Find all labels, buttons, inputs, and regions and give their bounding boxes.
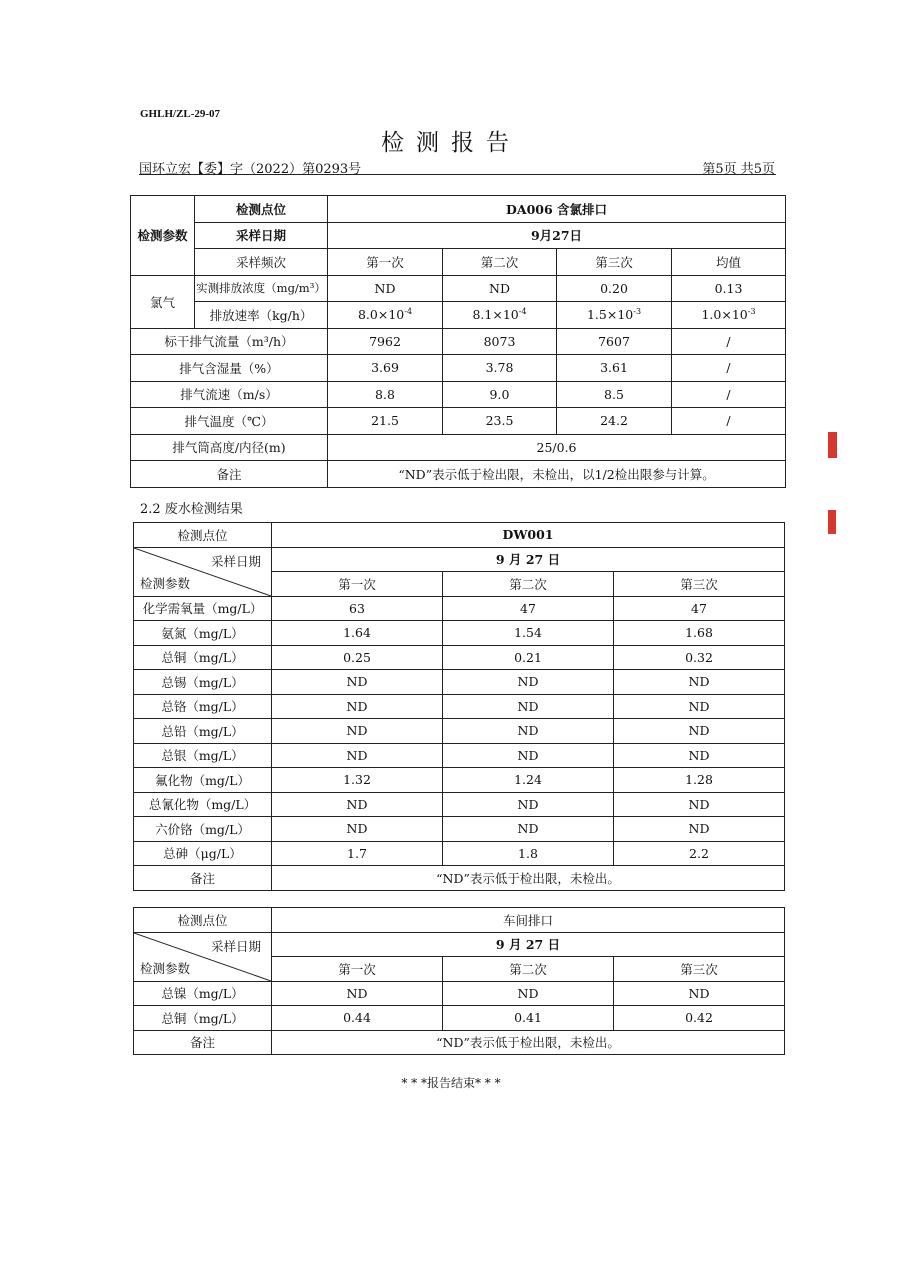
pollutant-cell: 氯气 — [131, 275, 195, 328]
value-cell: 0.44 — [272, 1006, 443, 1031]
row-label-cell: 六价铬（mg/L） — [134, 817, 272, 842]
diagonal-header-cell — [134, 547, 272, 596]
table-row — [134, 743, 785, 768]
freq-cell: 第一次 — [328, 249, 443, 276]
table-row — [134, 596, 785, 621]
section-heading: 2.2 废水检测结果 — [140, 502, 243, 517]
wastewater-table-dw001 — [133, 522, 785, 891]
freq-cell: 第三次 — [614, 572, 785, 597]
value-cell: ND — [443, 670, 614, 695]
report-title: 检测报告 — [381, 130, 521, 156]
value-cell: ND — [272, 981, 443, 1006]
freq-cell: 第一次 — [272, 957, 443, 982]
value-cell: ND — [328, 275, 443, 302]
value-cell: 47 — [443, 596, 614, 621]
freq-cell: 第三次 — [557, 249, 672, 276]
value-cell: 8.5 — [557, 381, 672, 408]
value-cell: ND — [272, 670, 443, 695]
row-label-cell: 总铜（mg/L） — [134, 1006, 272, 1031]
conc-label-cell: 实测排放浓度（mg/m³） — [195, 275, 328, 302]
value-cell: 8.8 — [328, 381, 443, 408]
row-label-cell: 总银（mg/L） — [134, 743, 272, 768]
value-cell: ND — [272, 694, 443, 719]
table-row — [134, 547, 785, 572]
table-row — [134, 841, 785, 866]
freq-cell: 第二次 — [443, 572, 614, 597]
point-value-cell: DA006 含氯排口 — [328, 196, 786, 223]
table-row — [131, 381, 786, 408]
value-cell: ND — [443, 719, 614, 744]
value-cell: 1.24 — [443, 768, 614, 793]
table-row — [134, 621, 785, 646]
table-row — [131, 328, 786, 355]
table-row — [131, 275, 786, 302]
remark-cell: “ND”表示低于检出限，未检出。 — [272, 1030, 785, 1055]
report-reference: 国环立宏【委】字（2022）第0293号 — [139, 162, 362, 177]
value-cell: 1.32 — [272, 768, 443, 793]
value-cell: 21.5 — [328, 408, 443, 435]
value-cell: / — [672, 408, 786, 435]
value-cell: ND — [272, 792, 443, 817]
value-cell: ND — [272, 817, 443, 842]
row-label-cell: 总氰化物（mg/L） — [134, 792, 272, 817]
row-label-cell: 排气含湿量（%） — [131, 355, 328, 382]
value-cell: 2.2 — [614, 841, 785, 866]
value-cell: $8.1\times 10^{-4}$ — [443, 302, 557, 329]
row-label-cell: 氟化物（mg/L） — [134, 768, 272, 793]
report-end-mark: * * *报告结束* * * — [401, 1076, 501, 1090]
table-row — [131, 461, 786, 488]
value-cell: 23.5 — [443, 408, 557, 435]
date-value-cell: 9月27日 — [328, 222, 786, 249]
row-label-cell: 总铅（mg/L） — [134, 719, 272, 744]
table-row — [131, 355, 786, 382]
table-row — [134, 908, 785, 933]
value-cell: ND — [614, 670, 785, 695]
table-row — [134, 866, 785, 891]
value-cell: ND — [443, 817, 614, 842]
row-label-cell: 总铜（mg/L） — [134, 645, 272, 670]
table-row — [134, 792, 785, 817]
remark-cell: “ND”表示低于检出限，未检出，以1/2检出限参与计算。 — [328, 461, 786, 488]
value-cell: 7607 — [557, 328, 672, 355]
value-cell: 9.0 — [443, 381, 557, 408]
table-row — [134, 694, 785, 719]
freq-cell: 第一次 — [272, 572, 443, 597]
point-value-cell: DW001 — [272, 523, 785, 548]
value-cell: $1.0\times 10^{-3}$ — [672, 302, 786, 329]
value-cell: 1.54 — [443, 621, 614, 646]
date-value-cell: 9 月 27 日 — [272, 932, 785, 957]
value-cell: 7962 — [328, 328, 443, 355]
table-row — [131, 302, 786, 329]
value-cell: 3.61 — [557, 355, 672, 382]
value-cell: ND — [272, 719, 443, 744]
date-value-cell: 9 月 27 日 — [272, 547, 785, 572]
table-row — [134, 768, 785, 793]
freq-cell: 第二次 — [443, 957, 614, 982]
row-label-cell: 标干排气流量（m³/h） — [131, 328, 328, 355]
value-cell: ND — [272, 743, 443, 768]
rate-label-cell: 排放速率（kg/h） — [195, 302, 328, 329]
value-cell: ND — [614, 743, 785, 768]
date-label-cell: 采样日期 — [195, 222, 328, 249]
value-cell: 1.28 — [614, 768, 785, 793]
page-indicator: 第5页 共5页 — [702, 162, 775, 177]
table-row — [134, 645, 785, 670]
value-cell: ND — [443, 792, 614, 817]
point-label-cell: 检测点位 — [134, 908, 272, 933]
remark-label-cell: 备注 — [131, 461, 328, 488]
freq-cell: 第二次 — [443, 249, 557, 276]
header-rule — [139, 174, 776, 175]
freq-cell: 均值 — [672, 249, 786, 276]
table-row — [131, 408, 786, 435]
document-code: GHLH/ZL-29-07 — [140, 108, 221, 120]
table-row — [134, 932, 785, 957]
value-cell: / — [672, 381, 786, 408]
value-cell: 0.20 — [557, 275, 672, 302]
value-cell: ND — [614, 694, 785, 719]
value-cell: 3.69 — [328, 355, 443, 382]
value-cell: 24.2 — [557, 408, 672, 435]
table-row — [134, 1030, 785, 1055]
value-cell: 1.68 — [614, 621, 785, 646]
remark-cell: “ND”表示低于检出限，未检出。 — [272, 866, 785, 891]
table-row — [131, 222, 786, 249]
value-cell: ND — [614, 719, 785, 744]
table-row — [131, 196, 786, 223]
value-cell: 0.13 — [672, 275, 786, 302]
value-cell: 1.8 — [443, 841, 614, 866]
date-label: 采样日期 — [210, 938, 261, 954]
point-label-cell: 检测点位 — [134, 523, 272, 548]
date-label: 采样日期 — [210, 553, 261, 569]
value-cell: $8.0\times 10^{-4}$ — [328, 302, 443, 329]
value-cell: 1.64 — [272, 621, 443, 646]
remark-label-cell: 备注 — [134, 1030, 272, 1055]
point-label-cell: 检测点位 — [195, 196, 328, 223]
row-label-cell: 总镍（mg/L） — [134, 981, 272, 1006]
seal-stamp-fragment — [828, 510, 836, 534]
row-label-cell: 总锡（mg/L） — [134, 670, 272, 695]
value-cell: 3.78 — [443, 355, 557, 382]
row-label-cell: 总铬（mg/L） — [134, 694, 272, 719]
row-label-cell: 排气温度（℃） — [131, 408, 328, 435]
param-label: 检测参数 — [140, 575, 191, 591]
param-label: 检测参数 — [140, 960, 191, 976]
param-header-cell: 检测参数 — [131, 196, 195, 276]
row-label-cell: 排气流速（m/s） — [131, 381, 328, 408]
table-row — [134, 981, 785, 1006]
value-cell: ND — [614, 817, 785, 842]
table-row — [134, 719, 785, 744]
value-cell: 0.42 — [614, 1006, 785, 1031]
value-cell: 47 — [614, 596, 785, 621]
value-cell: 63 — [272, 596, 443, 621]
exhaust-gas-table — [130, 195, 786, 488]
value-cell: 0.32 — [614, 645, 785, 670]
table-row — [134, 817, 785, 842]
point-value-cell: 车间排口 — [272, 908, 785, 933]
value-cell: ND — [614, 981, 785, 1006]
value-cell: ND — [443, 694, 614, 719]
table-row — [134, 1006, 785, 1031]
diagonal-header-cell — [134, 932, 272, 981]
value-cell: ND — [443, 743, 614, 768]
value-cell: $1.5\times 10^{-3}$ — [557, 302, 672, 329]
table-row — [131, 434, 786, 461]
row-label-cell: 排气筒高度/内径(m) — [131, 434, 328, 461]
value-cell: 0.25 — [272, 645, 443, 670]
value-cell: ND — [443, 275, 557, 302]
value-cell: 25/0.6 — [328, 434, 786, 461]
value-cell: ND — [443, 981, 614, 1006]
table-row — [131, 249, 786, 276]
value-cell: / — [672, 355, 786, 382]
value-cell: / — [672, 328, 786, 355]
freq-cell: 第三次 — [614, 957, 785, 982]
value-cell: 0.21 — [443, 645, 614, 670]
value-cell: ND — [614, 792, 785, 817]
value-cell: 0.41 — [443, 1006, 614, 1031]
row-label-cell: 氨氮（mg/L） — [134, 621, 272, 646]
wastewater-table-workshop — [133, 907, 785, 1055]
value-cell: 8073 — [443, 328, 557, 355]
row-label-cell: 总砷（μg/L） — [134, 841, 272, 866]
seal-stamp-fragment — [828, 432, 837, 458]
value-cell: 1.7 — [272, 841, 443, 866]
remark-label-cell: 备注 — [134, 866, 272, 891]
freq-label-cell: 采样频次 — [195, 249, 328, 276]
table-row — [134, 523, 785, 548]
table-row — [134, 670, 785, 695]
row-label-cell: 化学需氧量（mg/L） — [134, 596, 272, 621]
